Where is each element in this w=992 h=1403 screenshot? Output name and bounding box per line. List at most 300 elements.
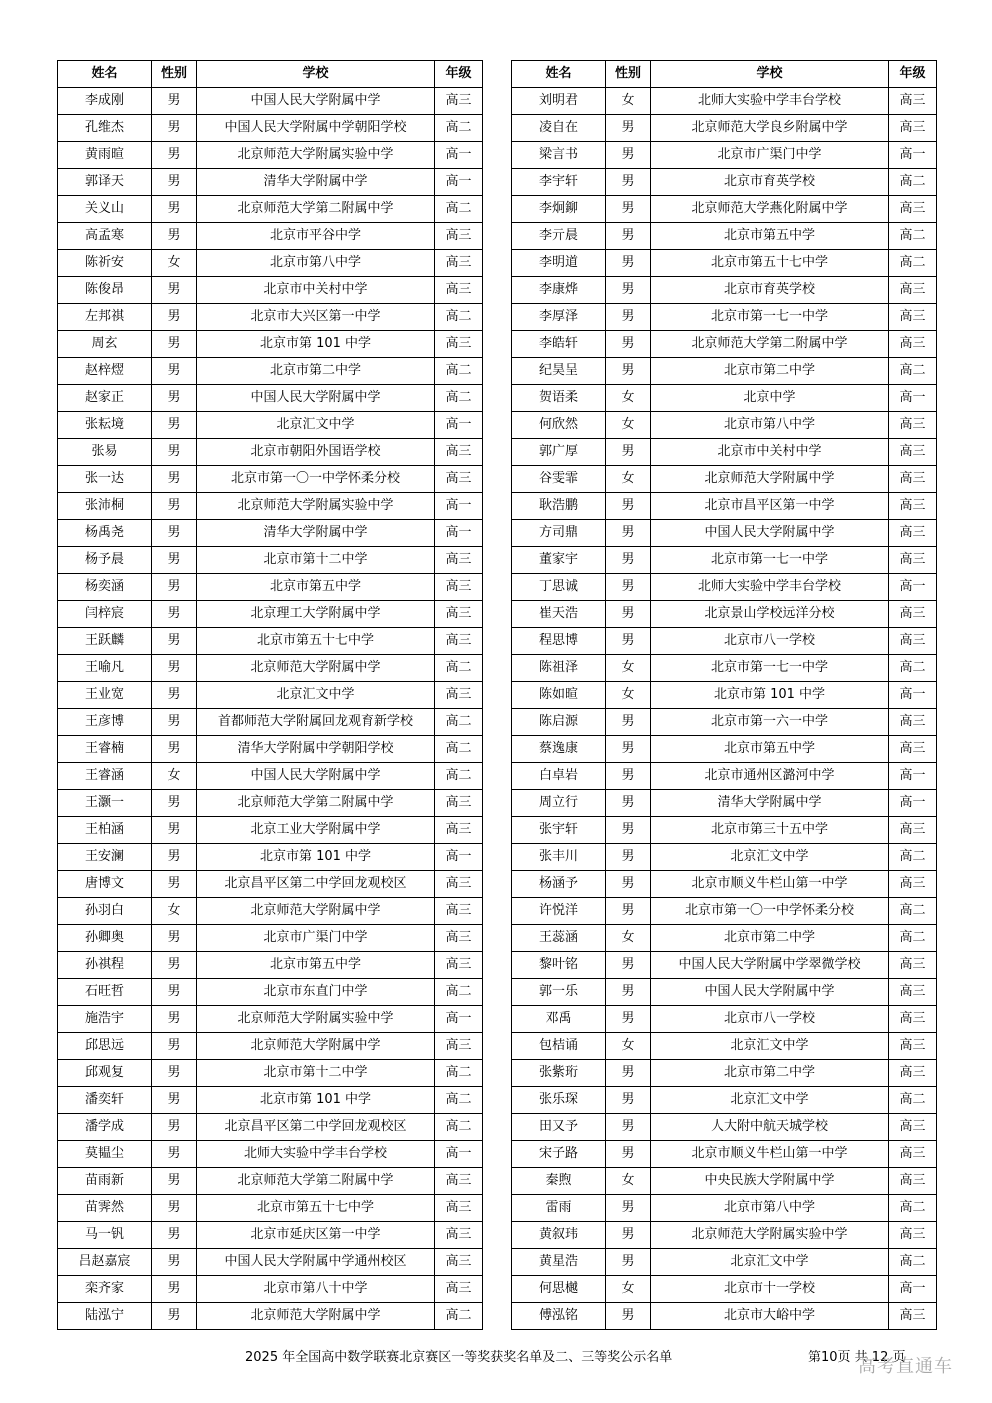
table-row [58, 1114, 483, 1141]
table-row [58, 466, 483, 493]
student-school: 北京市第五中学 [197, 952, 435, 979]
student-gender: 男 [152, 115, 197, 142]
student-school: 北京市昌平区第一中学 [651, 493, 889, 520]
table-row [58, 655, 483, 682]
student-name: 张乐琛 [512, 1087, 606, 1114]
table-row [58, 709, 483, 736]
student-school: 北京理工大学附属中学 [197, 601, 435, 628]
table-row [512, 304, 937, 331]
student-school: 北京市八一学校 [651, 628, 889, 655]
roster-table-right [511, 60, 937, 1330]
student-school: 北京市顺义牛栏山第一中学 [651, 1141, 889, 1168]
student-grade: 高二 [435, 979, 483, 1006]
student-gender: 男 [152, 547, 197, 574]
student-school: 北京市第二中学 [651, 1060, 889, 1087]
student-name: 陈祈安 [58, 250, 152, 277]
table-row [58, 1006, 483, 1033]
student-name: 纪昊呈 [512, 358, 606, 385]
table-row [58, 1249, 483, 1276]
student-name: 董家宇 [512, 547, 606, 574]
student-school: 北京市第十二中学 [197, 547, 435, 574]
student-school: 中国人民大学附属中学 [651, 979, 889, 1006]
student-gender: 女 [606, 925, 651, 952]
table-row [512, 1033, 937, 1060]
student-name: 孙卿奥 [58, 925, 152, 952]
student-school: 北京师范大学附属中学 [197, 1303, 435, 1330]
student-grade: 高一 [435, 493, 483, 520]
student-school: 北京师范大学良乡附属中学 [651, 115, 889, 142]
student-gender: 男 [606, 169, 651, 196]
student-name: 蔡逸康 [512, 736, 606, 763]
student-school: 北京市广渠门中学 [651, 142, 889, 169]
student-name: 李亓晨 [512, 223, 606, 250]
student-school: 中央民族大学附属中学 [651, 1168, 889, 1195]
table-row [58, 790, 483, 817]
student-gender: 男 [152, 655, 197, 682]
student-name: 贺语柔 [512, 385, 606, 412]
student-grade: 高一 [889, 385, 937, 412]
student-gender: 男 [152, 1060, 197, 1087]
student-name: 郭译天 [58, 169, 152, 196]
student-name: 周玄 [58, 331, 152, 358]
student-name: 周立行 [512, 790, 606, 817]
student-school: 中国人民大学附属中学 [197, 385, 435, 412]
student-school: 北京市八一学校 [651, 1006, 889, 1033]
student-gender: 女 [152, 898, 197, 925]
student-gender: 男 [606, 871, 651, 898]
table-row [58, 979, 483, 1006]
student-name: 李厚泽 [512, 304, 606, 331]
student-school: 人大附中航天城学校 [651, 1114, 889, 1141]
student-name: 赵家正 [58, 385, 152, 412]
student-name: 张宇轩 [512, 817, 606, 844]
student-grade: 高三 [435, 1249, 483, 1276]
student-name: 黎叶铭 [512, 952, 606, 979]
student-gender: 男 [152, 88, 197, 115]
student-grade: 高二 [435, 304, 483, 331]
student-grade: 高二 [889, 169, 937, 196]
student-school: 北京市第八中学 [651, 1195, 889, 1222]
student-school: 北京汇文中学 [197, 682, 435, 709]
student-grade: 高三 [435, 1276, 483, 1303]
header-gender: 性别 [606, 61, 651, 88]
table-row [58, 412, 483, 439]
table-row [512, 439, 937, 466]
watermark-logo: 高考直通车 [858, 1356, 953, 1377]
table-row [512, 223, 937, 250]
student-name: 何思樾 [512, 1276, 606, 1303]
student-gender: 男 [152, 1249, 197, 1276]
student-grade: 高三 [889, 115, 937, 142]
student-grade: 高一 [435, 412, 483, 439]
table-row [58, 574, 483, 601]
student-school: 北京汇文中学 [197, 412, 435, 439]
student-gender: 女 [606, 88, 651, 115]
footer-page-number: 第10页 共 12 页 [808, 1350, 906, 1365]
student-name: 黄星浩 [512, 1249, 606, 1276]
student-name: 张耘境 [58, 412, 152, 439]
student-school: 中国人民大学附属中学 [197, 88, 435, 115]
student-gender: 男 [606, 1087, 651, 1114]
student-gender: 女 [152, 763, 197, 790]
student-school: 清华大学附属中学朝阳学校 [197, 736, 435, 763]
student-school: 北师大实验中学丰台学校 [197, 1141, 435, 1168]
table-row [512, 1276, 937, 1303]
student-school: 北京市通州区潞河中学 [651, 763, 889, 790]
student-grade: 高二 [435, 1114, 483, 1141]
student-name: 梁言书 [512, 142, 606, 169]
table-row [512, 1222, 937, 1249]
student-grade: 高二 [435, 1087, 483, 1114]
student-gender: 男 [606, 817, 651, 844]
student-name: 谷雯霏 [512, 466, 606, 493]
student-name: 施浩宇 [58, 1006, 152, 1033]
student-gender: 男 [152, 574, 197, 601]
student-name: 凌自在 [512, 115, 606, 142]
student-gender: 女 [606, 1276, 651, 1303]
student-school: 北京市第八中学 [197, 250, 435, 277]
student-school: 北京市第五十七中学 [651, 250, 889, 277]
student-grade: 高二 [889, 250, 937, 277]
table-row [58, 844, 483, 871]
student-name: 苗霁然 [58, 1195, 152, 1222]
student-gender: 男 [152, 1141, 197, 1168]
table-row [58, 115, 483, 142]
student-school: 北京工业大学附属中学 [197, 817, 435, 844]
student-name: 孙羽白 [58, 898, 152, 925]
table-row [58, 1141, 483, 1168]
student-grade: 高三 [435, 250, 483, 277]
student-name: 黄雨暄 [58, 142, 152, 169]
table-row [512, 1249, 937, 1276]
student-name: 秦煦 [512, 1168, 606, 1195]
student-grade: 高三 [889, 88, 937, 115]
table-row [58, 817, 483, 844]
student-grade: 高二 [435, 709, 483, 736]
table-row [58, 1276, 483, 1303]
student-school: 北京市第五十七中学 [197, 1195, 435, 1222]
table-row [512, 574, 937, 601]
student-name: 杨涵予 [512, 871, 606, 898]
student-name: 赵梓熤 [58, 358, 152, 385]
student-grade: 高三 [889, 871, 937, 898]
student-gender: 男 [152, 601, 197, 628]
student-gender: 男 [152, 223, 197, 250]
table-row [512, 1006, 937, 1033]
student-name: 杨奕涵 [58, 574, 152, 601]
table-row [58, 223, 483, 250]
student-gender: 男 [152, 142, 197, 169]
student-name: 丁思诚 [512, 574, 606, 601]
table-row [512, 412, 937, 439]
student-school: 北京市第 101 中学 [197, 1087, 435, 1114]
table-row [58, 1033, 483, 1060]
student-school: 北京市第五中学 [651, 736, 889, 763]
student-grade: 高三 [435, 331, 483, 358]
footer-title: 2025 年全国高中数学联赛北京赛区一等奖获奖名单及二、三等奖公示名单 [245, 1350, 673, 1365]
student-school: 北京市第一〇一中学怀柔分校 [197, 466, 435, 493]
student-grade: 高三 [889, 1222, 937, 1249]
student-grade: 高三 [889, 1303, 937, 1330]
table-row [512, 952, 937, 979]
student-gender: 男 [152, 1114, 197, 1141]
table-row [58, 628, 483, 655]
table-row [58, 1168, 483, 1195]
student-name: 郭一乐 [512, 979, 606, 1006]
student-gender: 男 [152, 196, 197, 223]
student-name: 莫韫尘 [58, 1141, 152, 1168]
student-grade: 高一 [889, 763, 937, 790]
student-name: 许悦洋 [512, 898, 606, 925]
student-name: 何欣然 [512, 412, 606, 439]
student-gender: 男 [152, 439, 197, 466]
header-school: 学校 [197, 61, 435, 88]
table-row [58, 520, 483, 547]
student-grade: 高二 [889, 844, 937, 871]
student-grade: 高三 [889, 1141, 937, 1168]
student-school: 北京师范大学附属中学 [197, 898, 435, 925]
student-name: 马一钒 [58, 1222, 152, 1249]
student-gender: 男 [606, 223, 651, 250]
student-name: 陈俊昂 [58, 277, 152, 304]
table-row [512, 1303, 937, 1330]
student-name: 苗雨新 [58, 1168, 152, 1195]
header-grade: 年级 [889, 61, 937, 88]
student-grade: 高二 [435, 763, 483, 790]
student-gender: 男 [152, 844, 197, 871]
student-gender: 男 [606, 898, 651, 925]
student-grade: 高二 [435, 1060, 483, 1087]
student-grade: 高三 [435, 277, 483, 304]
student-name: 孔维杰 [58, 115, 152, 142]
student-grade: 高二 [435, 196, 483, 223]
student-school: 北京市十一学校 [651, 1276, 889, 1303]
student-gender: 男 [606, 763, 651, 790]
student-gender: 女 [606, 466, 651, 493]
student-grade: 高一 [889, 574, 937, 601]
student-school: 北京市育英学校 [651, 277, 889, 304]
student-gender: 女 [606, 412, 651, 439]
student-gender: 男 [606, 493, 651, 520]
student-name: 黄叙玮 [512, 1222, 606, 1249]
student-name: 陈祖泽 [512, 655, 606, 682]
student-gender: 女 [606, 655, 651, 682]
student-name: 王蕊涵 [512, 925, 606, 952]
student-name: 张紫珩 [512, 1060, 606, 1087]
table-row [512, 385, 937, 412]
table-row [58, 871, 483, 898]
student-grade: 高三 [889, 736, 937, 763]
student-name: 宋子路 [512, 1141, 606, 1168]
student-gender: 男 [152, 682, 197, 709]
student-school: 北京市第十二中学 [197, 1060, 435, 1087]
table-row [512, 844, 937, 871]
student-name: 潘奕轩 [58, 1087, 152, 1114]
table-row [58, 196, 483, 223]
table-row [58, 1195, 483, 1222]
student-grade: 高三 [435, 574, 483, 601]
student-gender: 男 [152, 1168, 197, 1195]
table-row [58, 250, 483, 277]
student-name: 孙祺程 [58, 952, 152, 979]
student-grade: 高一 [889, 142, 937, 169]
student-gender: 男 [606, 439, 651, 466]
student-school: 北京市第二中学 [197, 358, 435, 385]
student-name: 唐博文 [58, 871, 152, 898]
student-gender: 男 [152, 466, 197, 493]
student-gender: 男 [606, 844, 651, 871]
table-row [58, 331, 483, 358]
table-row [58, 601, 483, 628]
student-grade: 高三 [435, 601, 483, 628]
table-row [512, 898, 937, 925]
student-school: 首都师范大学附属回龙观育新学校 [197, 709, 435, 736]
table-row [58, 358, 483, 385]
student-grade: 高二 [889, 1195, 937, 1222]
student-grade: 高一 [435, 1006, 483, 1033]
table-row [58, 304, 483, 331]
student-school: 北京师范大学附属实验中学 [197, 142, 435, 169]
student-school: 北京市第 101 中学 [197, 331, 435, 358]
table-row [512, 115, 937, 142]
student-gender: 男 [606, 1141, 651, 1168]
student-school: 北京师范大学第二附属中学 [197, 790, 435, 817]
student-grade: 高二 [889, 925, 937, 952]
student-name: 王业宽 [58, 682, 152, 709]
student-name: 崔天浩 [512, 601, 606, 628]
student-gender: 男 [152, 1033, 197, 1060]
table-row [512, 142, 937, 169]
student-grade: 高三 [435, 898, 483, 925]
student-name: 李明道 [512, 250, 606, 277]
student-name: 方司鼎 [512, 520, 606, 547]
student-name: 王睿涵 [58, 763, 152, 790]
table-row [58, 763, 483, 790]
table-row [512, 1141, 937, 1168]
student-name: 耿浩鹏 [512, 493, 606, 520]
student-gender: 男 [606, 979, 651, 1006]
student-grade: 高三 [435, 817, 483, 844]
student-school: 北京市第五中学 [651, 223, 889, 250]
student-grade: 高三 [889, 817, 937, 844]
student-name: 陈启源 [512, 709, 606, 736]
student-gender: 男 [152, 304, 197, 331]
student-school: 清华大学附属中学 [197, 520, 435, 547]
student-grade: 高二 [435, 385, 483, 412]
student-grade: 高三 [889, 1060, 937, 1087]
student-grade: 高三 [435, 1222, 483, 1249]
student-gender: 男 [606, 709, 651, 736]
student-name: 陆泓宁 [58, 1303, 152, 1330]
student-name: 张易 [58, 439, 152, 466]
student-grade: 高二 [435, 655, 483, 682]
student-school: 中国人民大学附属中学翠微学校 [651, 952, 889, 979]
student-name: 王灏一 [58, 790, 152, 817]
student-gender: 男 [152, 790, 197, 817]
table-row [512, 466, 937, 493]
student-school: 北京市中关村中学 [197, 277, 435, 304]
header-school: 学校 [651, 61, 889, 88]
student-gender: 男 [606, 115, 651, 142]
student-grade: 高一 [435, 520, 483, 547]
student-grade: 高三 [435, 1195, 483, 1222]
table-row [512, 736, 937, 763]
table-row [512, 925, 937, 952]
table-row [512, 196, 937, 223]
student-grade: 高二 [889, 223, 937, 250]
student-grade: 高三 [889, 1114, 937, 1141]
student-gender: 男 [606, 790, 651, 817]
student-grade: 高二 [889, 1087, 937, 1114]
student-gender: 男 [152, 628, 197, 655]
student-gender: 男 [152, 277, 197, 304]
table-row [58, 169, 483, 196]
student-school: 北京市第二中学 [651, 925, 889, 952]
table-row [512, 628, 937, 655]
student-school: 北京师范大学第二附属中学 [197, 196, 435, 223]
student-gender: 男 [606, 574, 651, 601]
student-grade: 高二 [435, 358, 483, 385]
student-school: 北京市第一七一中学 [651, 304, 889, 331]
student-grade: 高三 [889, 601, 937, 628]
student-school: 中国人民大学附属中学朝阳学校 [197, 115, 435, 142]
student-grade: 高二 [435, 736, 483, 763]
student-name: 郭广厚 [512, 439, 606, 466]
student-name: 白卓岩 [512, 763, 606, 790]
student-gender: 男 [606, 250, 651, 277]
student-grade: 高三 [889, 466, 937, 493]
student-gender: 男 [152, 925, 197, 952]
student-grade: 高二 [889, 655, 937, 682]
student-gender: 男 [152, 520, 197, 547]
student-grade: 高三 [435, 871, 483, 898]
table-row [58, 1222, 483, 1249]
table-row [58, 1060, 483, 1087]
student-grade: 高一 [435, 1141, 483, 1168]
table-row [512, 1168, 937, 1195]
table-row [512, 763, 937, 790]
student-grade: 高三 [435, 223, 483, 250]
student-school: 中国人民大学附属中学 [197, 763, 435, 790]
student-school: 北京市广渠门中学 [197, 925, 435, 952]
student-school: 北京市育英学校 [651, 169, 889, 196]
table-row [512, 169, 937, 196]
student-gender: 男 [606, 601, 651, 628]
student-gender: 男 [606, 196, 651, 223]
student-grade: 高三 [435, 952, 483, 979]
student-name: 栾齐家 [58, 1276, 152, 1303]
student-name: 刘明君 [512, 88, 606, 115]
student-school: 北京市第一〇一中学怀柔分校 [651, 898, 889, 925]
student-name: 李成刚 [58, 88, 152, 115]
student-gender: 男 [606, 1006, 651, 1033]
student-name: 杨予晨 [58, 547, 152, 574]
table-row [512, 1195, 937, 1222]
student-grade: 高三 [435, 439, 483, 466]
student-gender: 男 [152, 1087, 197, 1114]
table-row [512, 493, 937, 520]
student-gender: 男 [606, 1303, 651, 1330]
student-grade: 高三 [889, 277, 937, 304]
student-name: 李宇轩 [512, 169, 606, 196]
student-grade: 高三 [435, 547, 483, 574]
student-grade: 高三 [889, 709, 937, 736]
table-row [58, 142, 483, 169]
student-school: 北京师范大学燕化附属中学 [651, 196, 889, 223]
student-school: 北京昌平区第二中学回龙观校区 [197, 871, 435, 898]
student-name: 李皓轩 [512, 331, 606, 358]
student-gender: 女 [606, 682, 651, 709]
